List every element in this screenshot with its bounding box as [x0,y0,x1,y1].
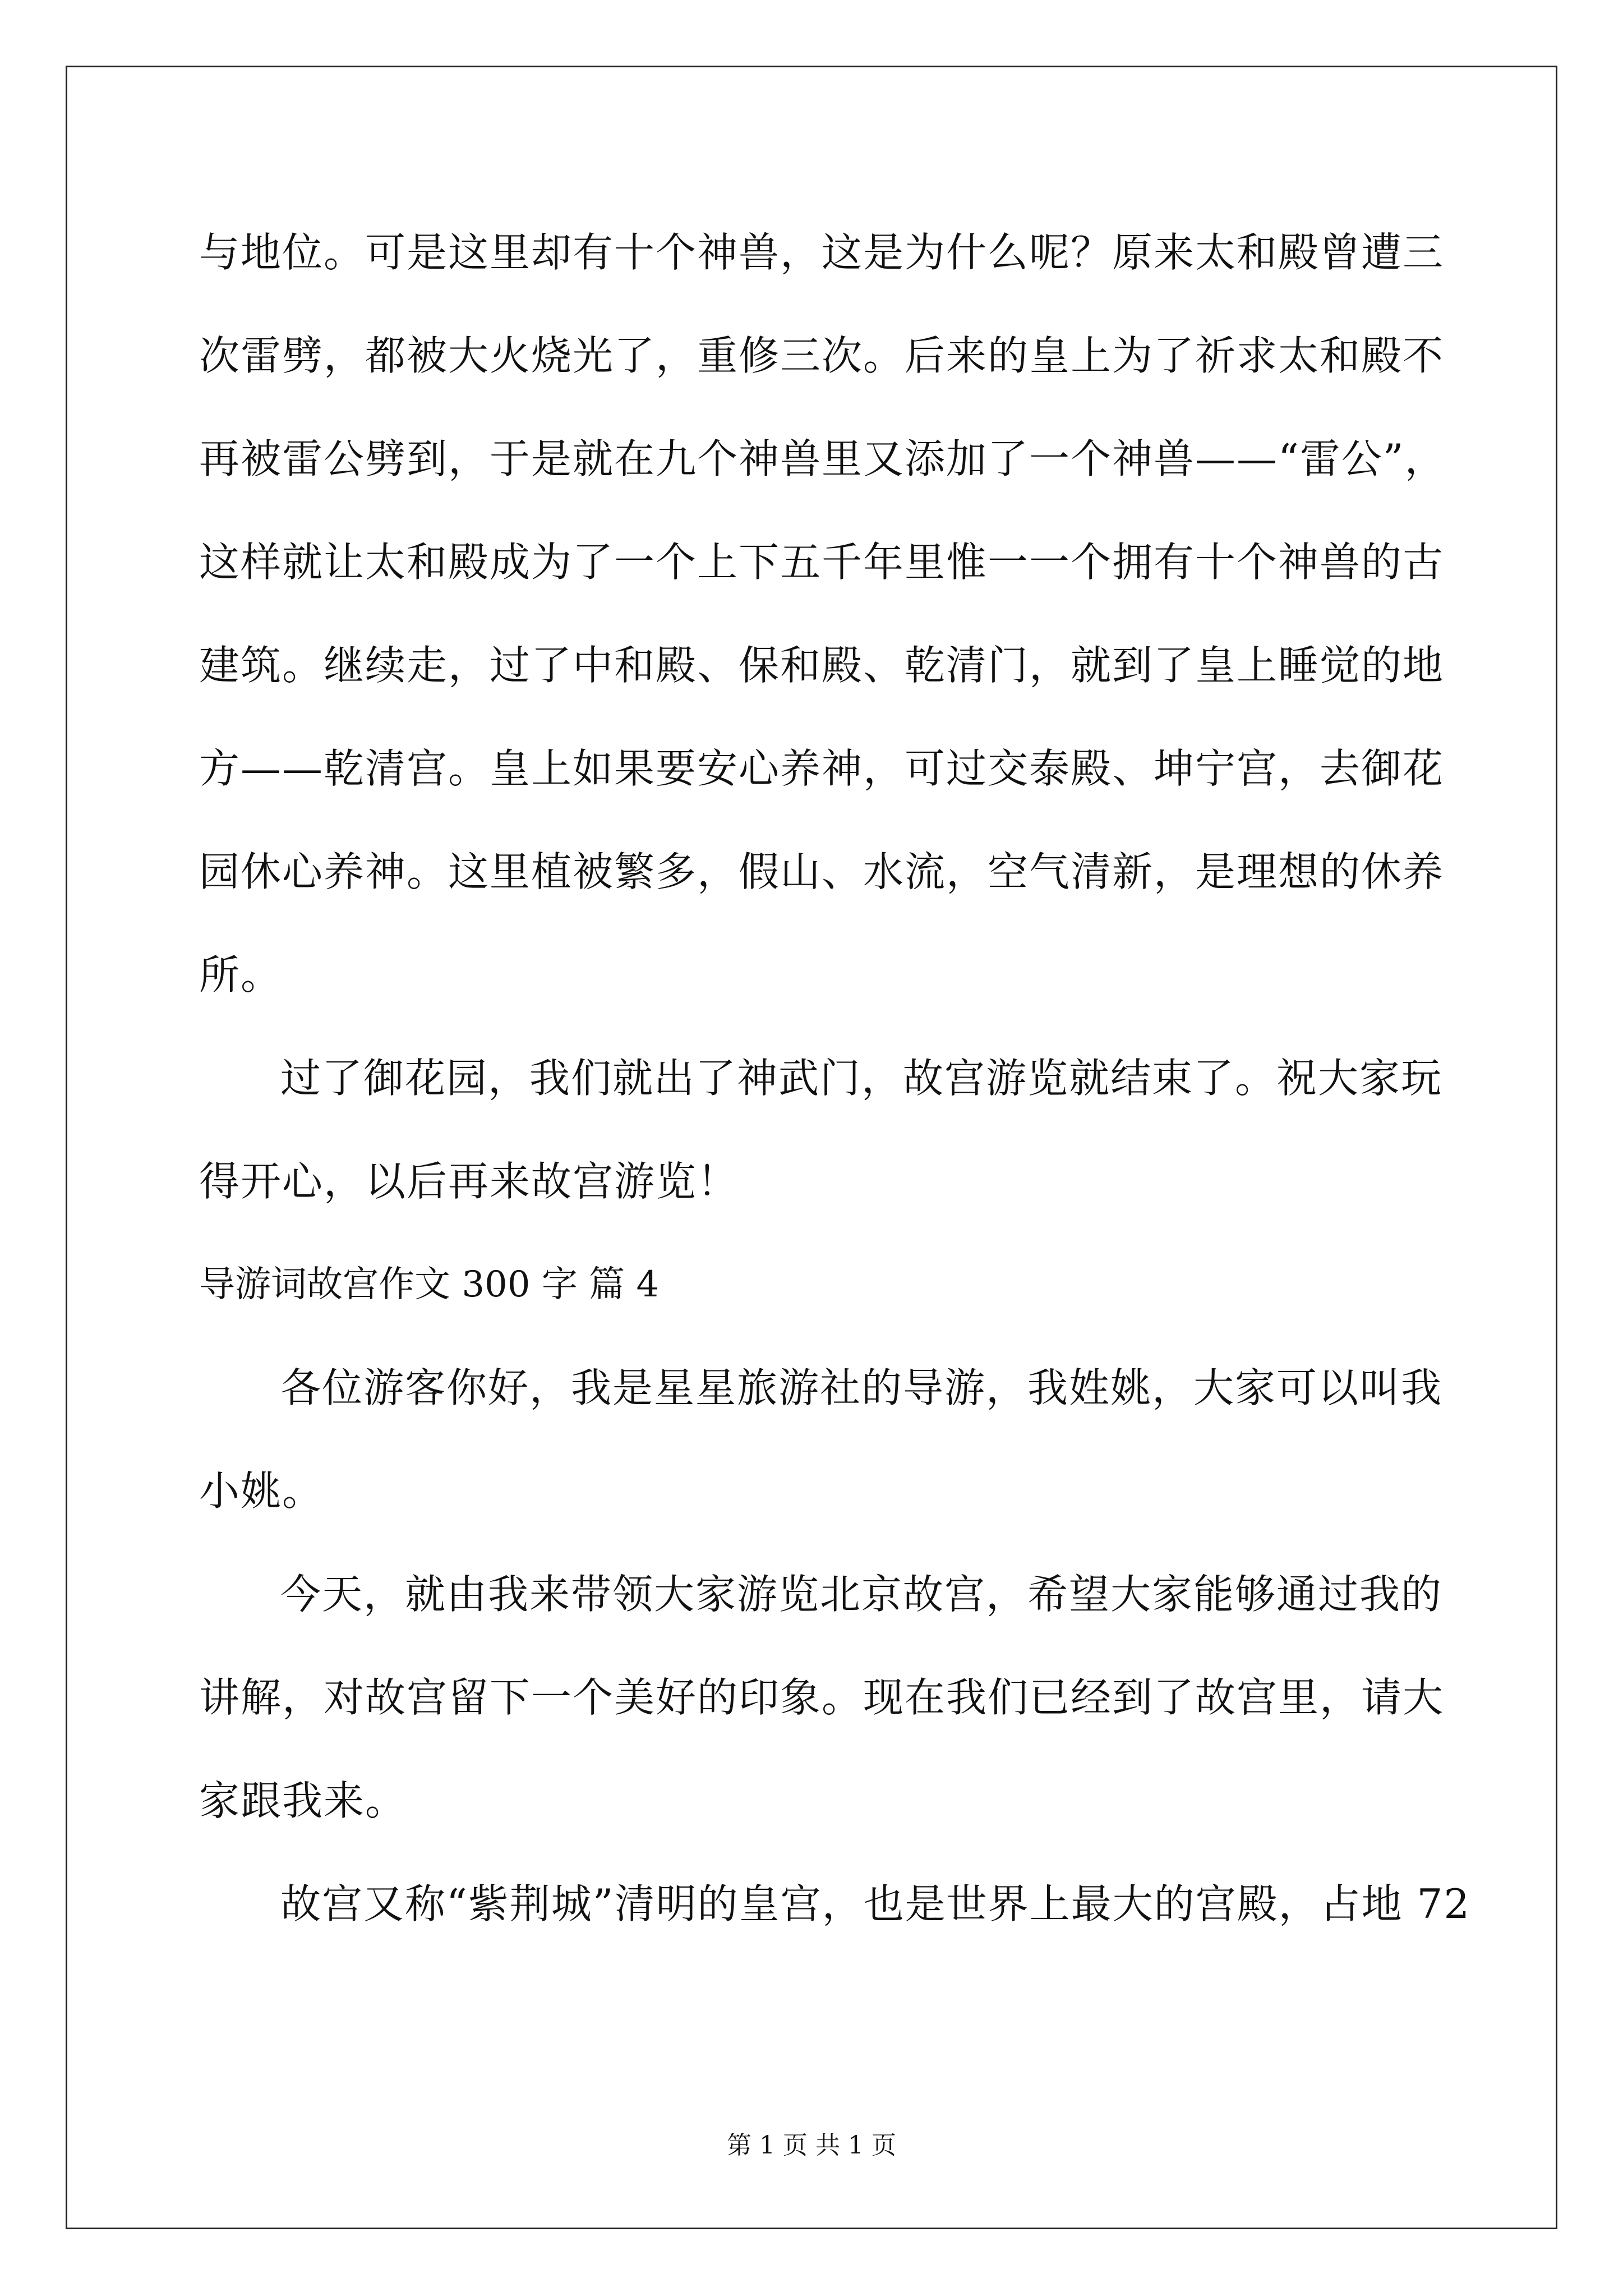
paragraph-start-line: 今天，就由我来带领大家游览北京故宫，希望大家能够通过我的 [280,1571,1443,1618]
text-line: 与地位。可是这里却有十个神兽，这是为什么呢？原来太和殿曾遭三 [199,229,1445,276]
text-line: 得开心，以后再来故宫游览！ [199,1158,739,1205]
text-line: 小姚。 [199,1467,324,1515]
paragraph-start-line: 各位游客你好，我是星星旅游社的导游，我姓姚，大家可以叫我 [280,1364,1443,1411]
text-line: 这样就让太和殿成为了一个上下五千年里惟一一个拥有十个神兽的古 [199,539,1445,586]
document-body [199,201,1471,1955]
section-heading: 导游词故宫作文 300 字 篇 4 [199,1264,660,1305]
text-line: 园休心养神。这里植被繁多，假山、水流，空气清新，是理想的休养 [199,848,1445,895]
paragraph-start-line: 过了御花园，我们就出了神武门，故宫游览就结束了。祝大家玩 [280,1055,1443,1102]
text-line: 方——乾清宫。皇上如果要安心养神，可过交泰殿、坤宁宫，去御花 [199,745,1445,792]
text-line: 讲解，对故宫留下一个美好的印象。现在我们已经到了故宫里，请大 [199,1674,1445,1721]
text-line: 建筑。继续走，过了中和殿、保和殿、乾清门，就到了皇上睡觉的地 [199,642,1445,689]
page-footer: 第 1 页 共 1 页 [727,2131,896,2160]
text-line: 所。 [199,951,283,999]
text-line: 家跟我来。 [199,1777,407,1824]
text-line: 次雷劈，都被大火烧光了，重修三次。后来的皇上为了祈求太和殿不 [199,332,1445,379]
text-line: 再被雷公劈到，于是就在九个神兽里又添加了一个神兽——“雷公”， [199,435,1446,482]
paragraph-start-line: 故宫又称“紫荆城”清明的皇宫，也是世界上最大的宫殿，占地 72 [280,1880,1471,1927]
